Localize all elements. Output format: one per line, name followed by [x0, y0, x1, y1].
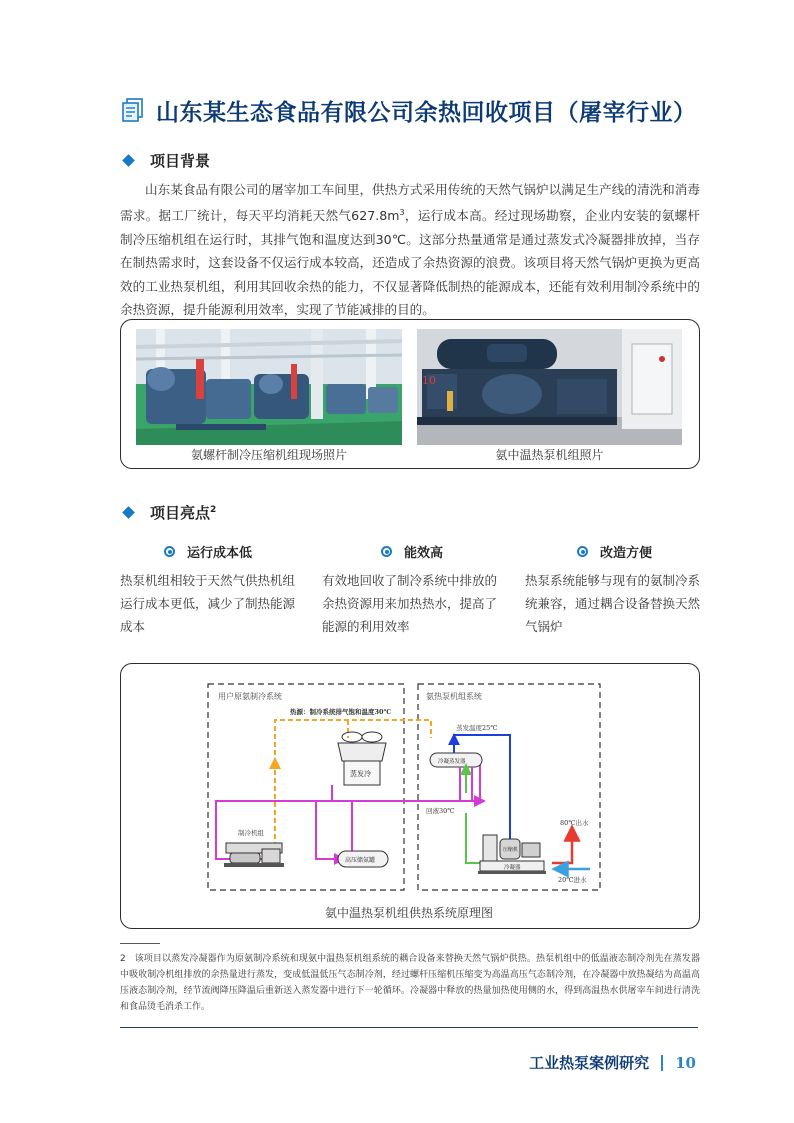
cond-evaporator-label: 冷凝蒸发器	[438, 759, 466, 765]
footnote-text: 该项目以蒸发冷凝器作为原氨制冷系统和现氨中温热泵机组系统的耦合设备来替换天然气锅炉供热。热泵机组中的低温液态制冷剂先在蒸发器中吸收制冷机组排放的余热量进行蒸发，变成低温低压气态制冷剂，经过螺杆压缩机压缩变为高温高压气态制冷剂，在冷凝器中放热凝结为高温高压液态制冷剂，经节流阀降压降温后重新送入蒸发器中进行下一轮循环。冷凝器中释放的热量加热使用侧的水，得到高温热水供屠宰车间进行清洗和食品烫毛消杀工作。	[120, 954, 700, 1012]
highlights-heading-text: 项目亮点$^2$	[150, 504, 217, 522]
page-footer	[529, 1052, 696, 1073]
footnote-rule	[120, 943, 160, 944]
heat-pump-unit	[478, 835, 546, 874]
right-system-label: 氨热泵机组系统	[426, 692, 482, 701]
highlight-3-text: 热泵系统能够与现有的氨制冷系统兼容，通过耦合设备替换天然气锅炉	[525, 573, 701, 634]
hot-water-arrow	[552, 833, 572, 863]
highlight-3-title: 改造方便	[577, 542, 652, 561]
footer-title: 工业热泵案例研究	[529, 1054, 650, 1072]
left-system-label: 用户原氨制冷系统	[218, 692, 282, 701]
page-title: 山东某生态食品有限公司余热回收项目（屠宰行业）	[156, 99, 697, 126]
compressor-site-photo	[136, 329, 402, 445]
circle-bullet-icon	[164, 546, 175, 557]
hp-receiver	[338, 851, 388, 867]
compressor-label: 压缩机	[503, 847, 519, 853]
condenser-label: 冷凝器	[504, 865, 521, 871]
highlight-2-title: 能效高	[381, 542, 443, 561]
footer-rule	[120, 1027, 698, 1028]
magenta-line-left	[320, 785, 332, 801]
exhaust-note: 热源：制冷系统排气饱和温度30℃	[290, 708, 392, 716]
footer-divider	[661, 1055, 663, 1071]
footnote	[120, 951, 700, 1015]
cond-evaporator-unit	[430, 723, 498, 767]
highlight-1-title: 运行成本低	[164, 542, 252, 561]
background-text-part2: ，运行成本高。经过现场勘察，企业内安装的氨螺杆制冷压缩机组在运行时，其排气饱和温度达到30℃。这部分热量通常是通过蒸发式冷凝器排放掉，当存在制热需求时，这套设备不仅运行成本较高，还造成了余热资源的浪费。该项目将天然气锅炉更换为更高效的工业热泵机组，利用其回收余热的能力，不仅显著降低制热的能源成本，还能有效利用制冷系统中的余热资源，提升能源利用效率，实现了节能减排的目的。	[120, 208, 701, 318]
highlights-heading	[120, 502, 216, 523]
chiller-label: 制冷机组	[238, 829, 264, 837]
diamond-bullet-icon	[122, 506, 135, 519]
chiller-unit	[224, 828, 284, 867]
background-paragraph	[120, 178, 700, 322]
return-liquid-label: 回液30℃	[426, 807, 455, 815]
background-heading-text: 项目背景	[150, 152, 211, 170]
cold-water-label: 20℃进水	[558, 876, 587, 884]
background-text-part1: 山东某食品有限公司的屠宰加工车间里，供热方式采用传统的天然气锅炉以满足生产线的清洗和消毒需求。据工厂统计，每天平均消耗天然气627.8m	[120, 182, 700, 224]
cubic-superscript: 3	[399, 208, 405, 218]
evap-temp-label: 蒸发温度25℃	[456, 724, 498, 732]
footnote-number: 2	[120, 954, 126, 964]
diamond-bullet-icon	[122, 154, 135, 167]
page-number: 10	[675, 1053, 696, 1072]
background-heading	[120, 150, 210, 171]
system-diagram	[120, 663, 698, 927]
right-photo-caption: 氨中温热泵机组照片	[495, 448, 604, 462]
blue-suction-line	[454, 735, 515, 843]
document-icon	[120, 97, 146, 123]
title-row	[120, 90, 720, 130]
evap-condenser-unit	[338, 732, 386, 785]
diagram-caption: 氨中温热泵机组供热系统原理图	[324, 906, 493, 920]
highlight-2-text: 有效地回收了制冷系统中排放的余热资源用来加热热水，提高了能源的利用效率	[322, 573, 498, 634]
highlight-1-text: 热泵机组相较于天然气供热机组运行成本更低，减少了制热能源成本	[120, 573, 296, 634]
evap-condenser-label: 蒸发冷	[350, 770, 371, 778]
circle-bullet-icon	[577, 546, 588, 557]
circle-bullet-icon	[381, 546, 392, 557]
heat-pump-unit-photo	[417, 329, 682, 445]
machine-number: 10	[422, 374, 436, 387]
left-photo-caption: 氨螺杆制冷压缩机组现场照片	[190, 448, 347, 462]
hp-receiver-label: 高压储氨罐	[345, 857, 376, 864]
footnote-ref: 2	[210, 505, 217, 515]
hot-water-label: 80℃出水	[560, 819, 589, 827]
